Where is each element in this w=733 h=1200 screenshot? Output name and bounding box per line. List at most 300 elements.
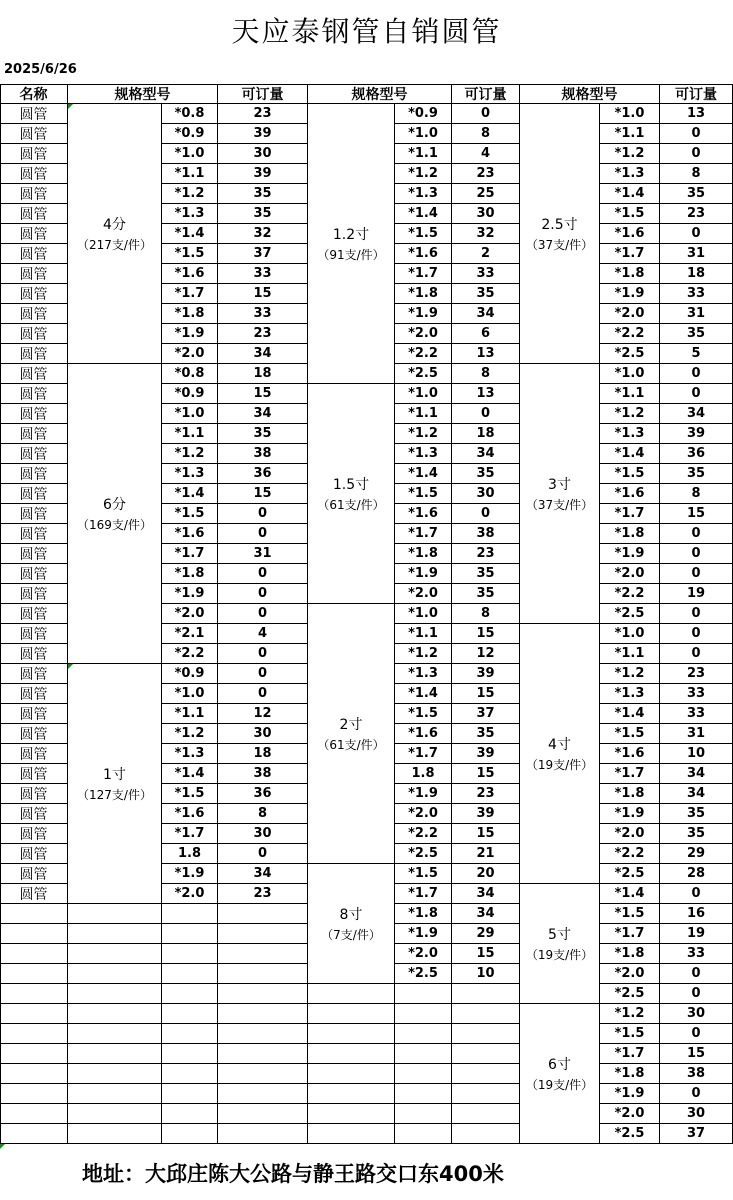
qty-cell: 29 xyxy=(452,924,520,944)
spec-cell: *1.8 xyxy=(600,1064,660,1084)
empty-cell xyxy=(0,904,68,924)
pieces-per-bundle: （37支/件） xyxy=(525,238,594,252)
qty-cell: 8 xyxy=(452,124,520,144)
cell-indicator-mark xyxy=(0,1144,5,1149)
empty-cell xyxy=(0,944,68,964)
qty-cell: 0 xyxy=(660,984,733,1004)
empty-cell xyxy=(452,1024,520,1044)
qty-cell: 36 xyxy=(218,784,308,804)
spec-cell: *1.8 xyxy=(600,264,660,284)
qty-cell: 0 xyxy=(660,384,733,404)
qty-cell: 23 xyxy=(452,164,520,184)
qty-cell: 19 xyxy=(660,924,733,944)
empty-cell xyxy=(395,1044,452,1064)
spec-cell: *1.1 xyxy=(395,404,452,424)
spec-cell: *1.6 xyxy=(162,524,218,544)
item-name: 圆管 xyxy=(0,424,68,444)
qty-cell: 30 xyxy=(660,1104,733,1124)
pieces-per-bundle: （61支/件） xyxy=(317,738,385,752)
qty-cell: 35 xyxy=(660,804,733,824)
spec-cell: *2.0 xyxy=(395,804,452,824)
empty-cell xyxy=(68,1124,162,1144)
qty-cell: 0 xyxy=(218,684,308,704)
spec-cell: *1.0 xyxy=(600,364,660,384)
qty-cell: 6 xyxy=(452,324,520,344)
spec-cell: *1.5 xyxy=(162,504,218,524)
empty-cell xyxy=(308,1004,395,1024)
date-label: 2025/6/26 xyxy=(4,62,77,77)
qty-cell: 15 xyxy=(452,624,520,644)
spec-cell: *1.5 xyxy=(600,904,660,924)
empty-cell xyxy=(162,1104,218,1124)
qty-cell: 34 xyxy=(452,304,520,324)
qty-cell: 0 xyxy=(660,544,733,564)
pieces-per-bundle: （61支/件） xyxy=(317,498,385,512)
qty-cell: 0 xyxy=(218,564,308,584)
spec-cell: *2.2 xyxy=(600,844,660,864)
qty-cell: 34 xyxy=(452,884,520,904)
spec-cell: *2.2 xyxy=(162,644,218,664)
empty-cell xyxy=(0,1064,68,1084)
spec-cell: *0.9 xyxy=(162,664,218,684)
spec-cell: *1.3 xyxy=(600,684,660,704)
empty-cell xyxy=(162,1044,218,1064)
spec-cell: *1.4 xyxy=(600,184,660,204)
spec-cell: *1.4 xyxy=(162,764,218,784)
spec-cell: *2.0 xyxy=(600,824,660,844)
size-label: 1.2寸 xyxy=(332,227,370,243)
header-qty: 可订量 xyxy=(452,84,520,104)
empty-cell xyxy=(218,944,308,964)
spec-cell: *1.8 xyxy=(600,784,660,804)
qty-cell: 32 xyxy=(452,224,520,244)
qty-cell: 38 xyxy=(218,444,308,464)
pieces-per-bundle: （37支/件） xyxy=(525,498,594,512)
qty-cell: 0 xyxy=(660,644,733,664)
qty-cell: 0 xyxy=(218,504,308,524)
spec-cell: *2.2 xyxy=(600,584,660,604)
empty-cell xyxy=(0,924,68,944)
spec-cell: *2.0 xyxy=(600,564,660,584)
spec-cell: *1.4 xyxy=(395,204,452,224)
spec-cell: *1.7 xyxy=(395,744,452,764)
qty-cell: 38 xyxy=(660,1064,733,1084)
spec-cell: *1.9 xyxy=(162,584,218,604)
pieces-per-bundle: （91支/件） xyxy=(317,248,385,262)
item-name: 圆管 xyxy=(0,604,68,624)
qty-cell: 39 xyxy=(452,804,520,824)
size-group xyxy=(520,364,600,624)
spec-cell: *1.9 xyxy=(162,864,218,884)
spec-cell: *1.3 xyxy=(395,184,452,204)
empty-cell xyxy=(162,1064,218,1084)
qty-cell: 33 xyxy=(660,684,733,704)
spec-cell: *1.3 xyxy=(600,164,660,184)
item-name: 圆管 xyxy=(0,624,68,644)
spec-cell: *1.0 xyxy=(162,404,218,424)
qty-cell: 31 xyxy=(218,544,308,564)
spec-cell: *1.1 xyxy=(600,384,660,404)
qty-cell: 30 xyxy=(660,1004,733,1024)
empty-cell xyxy=(308,1064,395,1084)
spec-cell: *1.0 xyxy=(600,104,660,124)
item-name: 圆管 xyxy=(0,864,68,884)
qty-cell: 33 xyxy=(660,704,733,724)
qty-cell: 18 xyxy=(218,364,308,384)
spec-cell: *1.8 xyxy=(395,904,452,924)
size-group xyxy=(68,104,162,364)
empty-cell xyxy=(68,904,162,924)
spec-cell: *1.7 xyxy=(395,524,452,544)
pieces-per-bundle: （127支/件） xyxy=(77,788,152,802)
empty-cell xyxy=(68,1064,162,1084)
spec-cell: *1.3 xyxy=(162,464,218,484)
qty-cell: 0 xyxy=(660,884,733,904)
empty-cell xyxy=(218,1104,308,1124)
spec-cell: *1.1 xyxy=(162,424,218,444)
spec-cell: *1.7 xyxy=(600,1044,660,1064)
qty-cell: 36 xyxy=(218,464,308,484)
spec-cell: *1.7 xyxy=(162,824,218,844)
spec-cell: 1.8 xyxy=(395,764,452,784)
qty-cell: 5 xyxy=(660,344,733,364)
spec-cell: *2.0 xyxy=(600,964,660,984)
spec-cell: *2.0 xyxy=(162,604,218,624)
empty-cell xyxy=(0,964,68,984)
qty-cell: 37 xyxy=(218,244,308,264)
size-group xyxy=(520,624,600,884)
qty-cell: 0 xyxy=(218,524,308,544)
spec-cell: *1.6 xyxy=(600,224,660,244)
spec-cell: *1.5 xyxy=(600,204,660,224)
spec-cell: *2.5 xyxy=(395,844,452,864)
size-group xyxy=(308,604,395,864)
spec-cell: *1.5 xyxy=(162,244,218,264)
empty-cell xyxy=(218,924,308,944)
empty-cell xyxy=(218,1044,308,1064)
empty-cell xyxy=(395,1084,452,1104)
spec-cell: *1.2 xyxy=(600,664,660,684)
spec-cell: *1.0 xyxy=(162,684,218,704)
spec-cell: *1.8 xyxy=(162,304,218,324)
spec-cell: *1.1 xyxy=(600,124,660,144)
empty-cell xyxy=(0,1104,68,1124)
qty-cell: 37 xyxy=(452,704,520,724)
size-label: 2.5寸 xyxy=(541,217,578,233)
spec-cell: *2.5 xyxy=(600,864,660,884)
qty-cell: 0 xyxy=(218,664,308,684)
spec-cell: *1.6 xyxy=(395,724,452,744)
spec-cell: *1.9 xyxy=(395,304,452,324)
qty-cell: 16 xyxy=(660,904,733,924)
item-name: 圆管 xyxy=(0,224,68,244)
item-name: 圆管 xyxy=(0,444,68,464)
spec-cell: *2.5 xyxy=(395,964,452,984)
qty-cell: 8 xyxy=(452,364,520,384)
qty-cell: 0 xyxy=(660,1084,733,1104)
qty-cell: 34 xyxy=(660,764,733,784)
spec-cell: *1.3 xyxy=(600,424,660,444)
qty-cell: 38 xyxy=(218,764,308,784)
qty-cell: 35 xyxy=(452,584,520,604)
qty-cell: 0 xyxy=(218,584,308,604)
item-name: 圆管 xyxy=(0,464,68,484)
qty-cell: 30 xyxy=(218,144,308,164)
qty-cell: 8 xyxy=(218,804,308,824)
spec-cell: *2.2 xyxy=(395,344,452,364)
qty-cell: 39 xyxy=(452,664,520,684)
empty-cell xyxy=(395,1104,452,1124)
spec-cell: *1.5 xyxy=(395,484,452,504)
cell-indicator-mark xyxy=(68,664,73,669)
qty-cell: 20 xyxy=(452,864,520,884)
qty-cell: 0 xyxy=(218,844,308,864)
size-label: 1寸 xyxy=(103,767,126,783)
empty-cell xyxy=(308,1124,395,1144)
spec-cell: *1.8 xyxy=(395,284,452,304)
pieces-per-bundle: （19支/件） xyxy=(525,758,594,772)
pieces-per-bundle: （7支/件） xyxy=(321,928,381,942)
header-qty: 可订量 xyxy=(660,84,733,104)
header-qty: 可订量 xyxy=(218,84,308,104)
qty-cell: 0 xyxy=(452,504,520,524)
item-name: 圆管 xyxy=(0,504,68,524)
size-label: 1.5寸 xyxy=(332,477,370,493)
item-name: 圆管 xyxy=(0,684,68,704)
qty-cell: 4 xyxy=(218,624,308,644)
qty-cell: 35 xyxy=(452,564,520,584)
spec-cell: *1.3 xyxy=(162,744,218,764)
item-name: 圆管 xyxy=(0,184,68,204)
item-name: 圆管 xyxy=(0,484,68,504)
size-group xyxy=(308,864,395,984)
spec-cell: *0.9 xyxy=(162,124,218,144)
qty-cell: 34 xyxy=(218,404,308,424)
spec-cell: *2.5 xyxy=(600,1124,660,1144)
empty-cell xyxy=(395,1024,452,1044)
stock-table xyxy=(0,84,733,1144)
qty-cell: 19 xyxy=(660,584,733,604)
empty-cell xyxy=(395,1064,452,1084)
qty-cell: 33 xyxy=(660,944,733,964)
empty-cell xyxy=(218,904,308,924)
qty-cell: 4 xyxy=(452,144,520,164)
qty-cell: 28 xyxy=(660,864,733,884)
qty-cell: 34 xyxy=(218,864,308,884)
qty-cell: 35 xyxy=(218,184,308,204)
qty-cell: 30 xyxy=(218,824,308,844)
spec-cell: *1.7 xyxy=(395,884,452,904)
qty-cell: 0 xyxy=(660,624,733,644)
qty-cell: 21 xyxy=(452,844,520,864)
spec-cell: *1.4 xyxy=(600,444,660,464)
empty-cell xyxy=(162,984,218,1004)
item-name: 圆管 xyxy=(0,644,68,664)
spec-cell: *1.7 xyxy=(162,544,218,564)
spec-cell: *2.0 xyxy=(162,344,218,364)
qty-cell: 15 xyxy=(660,1044,733,1064)
header-spec: 规格型号 xyxy=(520,84,660,104)
qty-cell: 36 xyxy=(660,444,733,464)
qty-cell: 2 xyxy=(452,244,520,264)
spec-cell: *1.7 xyxy=(600,924,660,944)
size-group xyxy=(68,364,162,664)
spec-cell: *1.6 xyxy=(162,264,218,284)
spec-cell: *1.9 xyxy=(600,284,660,304)
empty-cell xyxy=(308,1044,395,1064)
item-name: 圆管 xyxy=(0,284,68,304)
qty-cell: 0 xyxy=(660,604,733,624)
qty-cell: 0 xyxy=(660,124,733,144)
spec-cell: *1.9 xyxy=(600,544,660,564)
address-line: 地址：大邱庄陈大公路与静王路交口东400米 xyxy=(82,1162,504,1186)
size-group xyxy=(520,104,600,364)
spec-cell: *1.2 xyxy=(162,444,218,464)
qty-cell: 23 xyxy=(452,544,520,564)
spec-cell: *1.0 xyxy=(600,624,660,644)
empty-cell xyxy=(162,1024,218,1044)
qty-cell: 30 xyxy=(452,204,520,224)
size-group xyxy=(520,1004,600,1144)
spec-cell: *2.1 xyxy=(162,624,218,644)
item-name: 圆管 xyxy=(0,344,68,364)
qty-cell: 15 xyxy=(452,944,520,964)
qty-cell: 13 xyxy=(660,104,733,124)
spec-cell: *1.6 xyxy=(395,504,452,524)
qty-cell: 12 xyxy=(452,644,520,664)
qty-cell: 23 xyxy=(218,884,308,904)
spec-cell: *1.8 xyxy=(162,564,218,584)
spec-cell: *1.2 xyxy=(395,164,452,184)
empty-cell xyxy=(162,924,218,944)
qty-cell: 37 xyxy=(660,1124,733,1144)
qty-cell: 0 xyxy=(660,224,733,244)
qty-cell: 30 xyxy=(218,724,308,744)
spec-cell: *1.9 xyxy=(395,784,452,804)
spec-cell: *1.9 xyxy=(600,1084,660,1104)
empty-cell xyxy=(68,1004,162,1024)
item-name: 圆管 xyxy=(0,404,68,424)
item-name: 圆管 xyxy=(0,364,68,384)
empty-cell xyxy=(162,1084,218,1104)
size-group xyxy=(308,104,395,384)
spec-cell: *1.1 xyxy=(395,624,452,644)
item-name: 圆管 xyxy=(0,664,68,684)
empty-cell xyxy=(308,1024,395,1044)
size-group xyxy=(520,884,600,1004)
empty-cell xyxy=(395,1124,452,1144)
item-name: 圆管 xyxy=(0,764,68,784)
spec-cell: *1.5 xyxy=(395,224,452,244)
size-label: 2寸 xyxy=(339,717,363,733)
qty-cell: 0 xyxy=(660,524,733,544)
item-name: 圆管 xyxy=(0,584,68,604)
item-name: 圆管 xyxy=(0,324,68,344)
spec-cell: *1.1 xyxy=(395,144,452,164)
item-name: 圆管 xyxy=(0,544,68,564)
spec-cell: *1.0 xyxy=(395,124,452,144)
item-name: 圆管 xyxy=(0,244,68,264)
spec-cell: *1.7 xyxy=(600,244,660,264)
qty-cell: 10 xyxy=(452,964,520,984)
empty-cell xyxy=(308,1084,395,1104)
spec-cell: *1.9 xyxy=(600,804,660,824)
empty-cell xyxy=(0,1004,68,1024)
spec-cell: *0.8 xyxy=(162,104,218,124)
cell-indicator-mark xyxy=(68,104,73,109)
spec-cell: *1.9 xyxy=(395,924,452,944)
spec-cell: *1.4 xyxy=(600,704,660,724)
qty-cell: 18 xyxy=(452,424,520,444)
empty-cell xyxy=(68,924,162,944)
header-spec: 规格型号 xyxy=(308,84,452,104)
spec-cell: *1.3 xyxy=(162,204,218,224)
item-name: 圆管 xyxy=(0,824,68,844)
qty-cell: 30 xyxy=(452,484,520,504)
size-label: 4分 xyxy=(103,217,126,233)
spec-cell: *1.0 xyxy=(395,384,452,404)
size-label: 4寸 xyxy=(548,737,571,753)
spec-cell: *0.9 xyxy=(395,104,452,124)
item-name: 圆管 xyxy=(0,784,68,804)
qty-cell: 8 xyxy=(660,484,733,504)
spec-cell: *2.5 xyxy=(395,364,452,384)
empty-cell xyxy=(452,1044,520,1064)
spec-cell: *1.9 xyxy=(395,564,452,584)
spec-cell: *1.0 xyxy=(395,604,452,624)
spec-cell: *1.6 xyxy=(600,744,660,764)
qty-cell: 33 xyxy=(218,304,308,324)
item-name: 圆管 xyxy=(0,524,68,544)
size-group xyxy=(308,384,395,604)
spec-cell: *1.5 xyxy=(600,724,660,744)
qty-cell: 13 xyxy=(452,384,520,404)
qty-cell: 10 xyxy=(660,744,733,764)
qty-cell: 35 xyxy=(660,824,733,844)
qty-cell: 0 xyxy=(452,404,520,424)
empty-cell xyxy=(452,1084,520,1104)
empty-cell xyxy=(68,1024,162,1044)
empty-cell xyxy=(218,1124,308,1144)
spec-cell: 1.8 xyxy=(162,844,218,864)
qty-cell: 29 xyxy=(660,844,733,864)
qty-cell: 12 xyxy=(218,704,308,724)
spec-cell: *2.0 xyxy=(395,324,452,344)
qty-cell: 31 xyxy=(660,244,733,264)
empty-cell xyxy=(452,1004,520,1024)
size-label: 5寸 xyxy=(548,927,571,943)
spec-cell: *2.0 xyxy=(395,944,452,964)
item-name: 圆管 xyxy=(0,704,68,724)
spec-cell: *1.0 xyxy=(162,144,218,164)
item-name: 圆管 xyxy=(0,304,68,324)
empty-cell xyxy=(162,1124,218,1144)
empty-cell xyxy=(452,984,520,1004)
qty-cell: 23 xyxy=(660,204,733,224)
spec-cell: *1.5 xyxy=(162,784,218,804)
qty-cell: 31 xyxy=(660,724,733,744)
spec-cell: *1.9 xyxy=(162,324,218,344)
empty-cell xyxy=(218,1064,308,1084)
spec-cell: *1.7 xyxy=(162,284,218,304)
qty-cell: 35 xyxy=(452,464,520,484)
item-name: 圆管 xyxy=(0,724,68,744)
qty-cell: 15 xyxy=(218,284,308,304)
item-name: 圆管 xyxy=(0,884,68,904)
item-name: 圆管 xyxy=(0,104,68,124)
empty-cell xyxy=(218,984,308,1004)
qty-cell: 33 xyxy=(218,264,308,284)
